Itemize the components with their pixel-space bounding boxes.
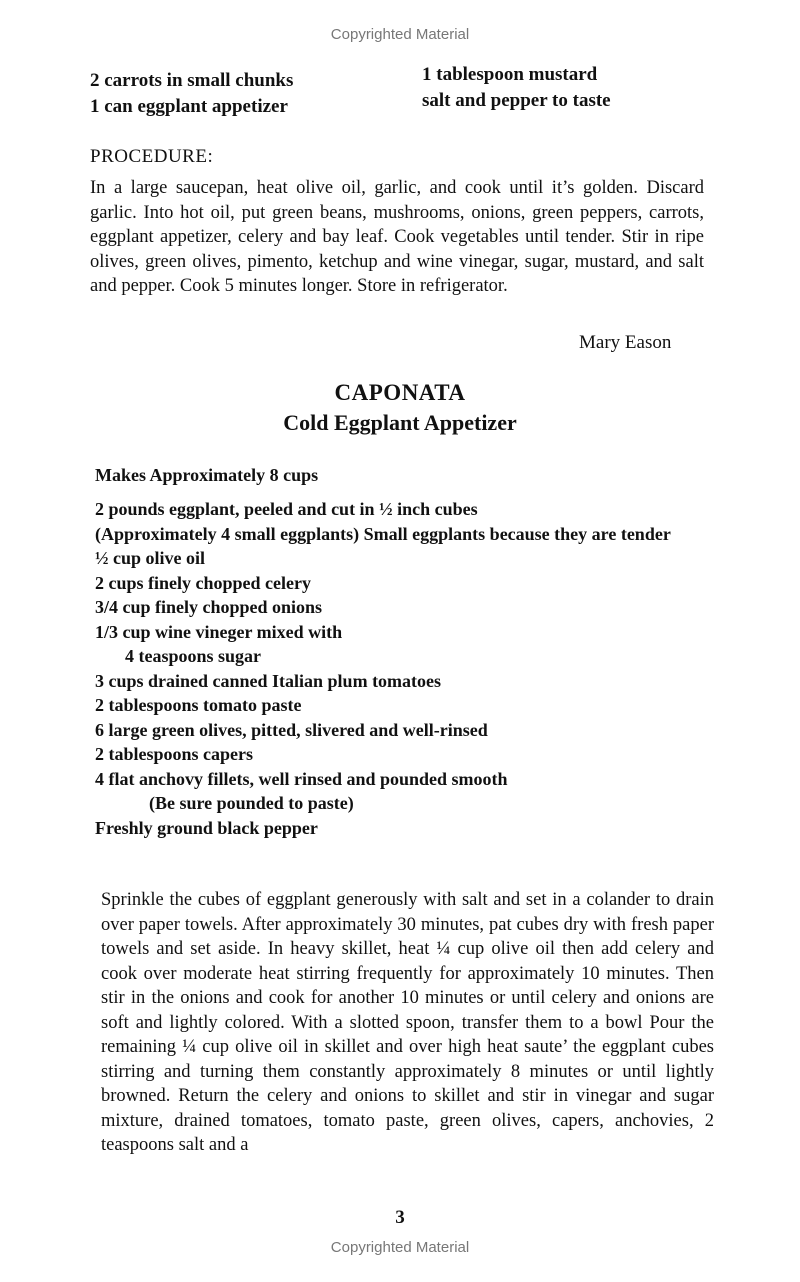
ingredient-item: (Approximately 4 small eggplants) Small eggplants because they are tender: [95, 523, 671, 544]
recipe-author-signature: Mary Eason: [579, 332, 672, 353]
copyright-notice-bottom: Copyrighted Material: [330, 1239, 470, 1256]
ingredients-column-left: [90, 68, 410, 120]
recipe-directions: Sprinkle the cubes of eggplant generously with salt and set in a colander to drain over paper towels. After approximately 30 minutes, pat cubes dry with fresh paper towels and set aside. In heavy skillet, heat ¼ cup olive oil then add celery and cook over moderate heat stirring frequently for approximately 10 minutes. Then stir in the onions and cook for another 10 minutes or until celery and onions are soft and lightly colored. With a slotted spoon, transfer them to a bowl Pour the remaining ¼ cup olive oil in skillet and over high heat saute’ the eggplant cubes stirring and turning them constantly approximately 8 minutes or until lightly browned. Return the celery and onions to skillet and stir in vinegar and sugar mixture, drained tomatoes, tomato paste, green olives, capers, anchovies, 2 teaspoons salt and a: [101, 890, 714, 1156]
ingredient-item: (Be sure pounded to paste): [149, 793, 354, 813]
ingredient-list: [95, 497, 710, 840]
ingredient-item: 2 tablespoons capers: [95, 744, 254, 764]
recipe-yield: Makes Approximately 8 cups: [95, 465, 319, 485]
copyright-notice-top: Copyrighted Material: [330, 26, 470, 43]
ingredient-item: 1/3 cup wine vineger mixed with: [95, 621, 343, 642]
procedure-heading: PROCEDURE:: [90, 146, 214, 167]
ingredient-line: 1 can eggplant appetizer: [90, 96, 288, 117]
ingredient-line: 1 tablespoon mustard: [422, 64, 598, 85]
ingredient-item: 2 cups finely chopped celery: [95, 572, 311, 593]
ingredient-item: 4 teaspoons sugar: [125, 646, 262, 666]
ingredient-item: 3 cups drained canned Italian plum tomatoes: [95, 670, 442, 691]
recipe-title: CAPONATA: [334, 380, 466, 405]
ingredient-item: ½ cup olive oil: [95, 548, 206, 568]
page-number: 3: [395, 1207, 405, 1228]
ingredient-item: 3/4 cup finely chopped onions: [95, 597, 323, 617]
ingredients-column-right: [422, 62, 712, 114]
ingredient-item: 6 large green olives, pitted, slivered and well-rinsed: [95, 719, 488, 740]
ingredient-item: 2 pounds eggplant, peeled and cut in ½ inch cubes: [95, 499, 478, 519]
ingredient-line: salt and pepper to taste: [422, 90, 611, 111]
procedure-text: In a large saucepan, heat olive oil, garlic, and cook until it’s golden. Discard garlic. Into hot oil, put green beans, mushrooms, onions, green peppers, carrots, eggplant appetizer, celery and bay leaf. Cook vegetables until tender. Stir in ripe olives, green olives, pimento, ketchup and wine vinegar, sugar, mustard, and salt and pepper. Cook 5 minutes longer. Store in refrigerator.: [90, 178, 704, 297]
ingredient-item: 4 flat anchovy fillets, well rinsed and pounded smooth: [95, 768, 508, 789]
ingredient-item: 2 tablespoons tomato paste: [95, 695, 302, 715]
ingredient-item: Freshly ground black pepper: [95, 817, 318, 838]
ingredient-line: 2 carrots in small chunks: [90, 70, 294, 91]
recipe-subtitle: Cold Eggplant Appetizer: [283, 410, 517, 435]
